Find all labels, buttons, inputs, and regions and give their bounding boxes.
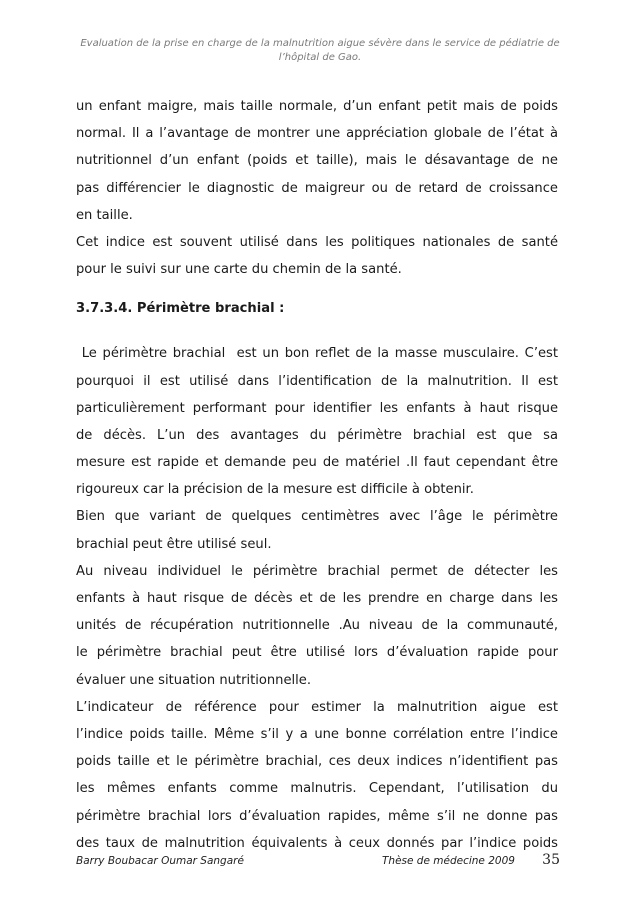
text-line: évaluer une situation nutritionnelle. <box>76 672 312 688</box>
paragraph <box>76 340 558 503</box>
paragraph <box>76 558 558 694</box>
header-line: Evaluation de la prise en charge de la malnutrition aigue sévère dans le service de pédiatrie de <box>80 38 560 49</box>
text-line: des taux de malnutrition équivalents à ceux donnés par l’indice poids <box>76 835 558 851</box>
body-text <box>76 93 558 857</box>
text-line: L’indicateur de référence pour estimer la malnutrition aigue est <box>76 699 558 715</box>
text-line: Bien que variant de quelques centimètres avec l’âge le périmètre <box>76 509 558 525</box>
paragraph <box>76 694 558 857</box>
text-line: pour le suivi sur une carte du chemin de la santé. <box>76 262 402 278</box>
header-line: l’hôpital de Gao. <box>278 52 362 63</box>
text-line: l’indice poids taille. Même s’il y a une bonne corrélation entre l’indice <box>76 726 558 742</box>
text-line: unités de récupération nutritionnelle .Au niveau de la communauté, <box>76 618 558 634</box>
text-line: un enfant maigre, mais taille normale, d’un enfant petit mais de poids <box>76 99 558 114</box>
text-line: mesure est rapide et demande peu de matériel .Il faut cependant être <box>76 455 558 471</box>
text-line: pourquoi il est utilisé dans l’identification de la malnutrition. Il est <box>76 373 558 389</box>
text-line: de décès. L’un des avantages du périmètre brachial est que sa <box>76 427 558 443</box>
paragraph <box>76 93 558 229</box>
text-line: en taille. <box>76 207 133 223</box>
section-heading: 3.7.3.4. Périmètre brachial : <box>76 301 285 317</box>
text-line: enfants à haut risque de décès et de les prendre en charge dans les <box>76 591 558 606</box>
footer-thesis: Thèse de médecine 2009 <box>382 855 515 867</box>
text-line: les mêmes enfants comme malnutris. Cependant, l’utilisation du <box>76 781 558 797</box>
text-line: Le périmètre brachial est un bon reflet de la masse musculaire. C’est <box>76 346 558 362</box>
footer-author: Barry Boubacar Oumar Sangaré <box>76 855 244 867</box>
running-header <box>70 37 570 65</box>
text-line: rigoureux car la précision de la mesure est difficile à obtenir. <box>76 482 474 498</box>
text-line: périmètre brachial lors d’évaluation rapides, même s’il ne donne pas <box>76 808 558 824</box>
paragraph <box>76 503 558 557</box>
text-line: nutritionnel d’un enfant (poids et taille), mais le désavantage de ne <box>76 153 558 169</box>
text-line: pas différencier le diagnostic de maigreur ou de retard de croissance <box>76 180 558 196</box>
running-footer <box>76 852 560 872</box>
text-line: brachial peut être utilisé seul. <box>76 536 272 552</box>
text-line: normal. Il a l’avantage de montrer une appréciation globale de l’état à <box>76 126 558 142</box>
text-line: le périmètre brachial peut être utilisé lors d’évaluation rapide pour <box>76 645 558 661</box>
text-line: Au niveau individuel le périmètre brachial permet de détecter les <box>76 563 558 579</box>
page-number: 35 <box>542 852 560 868</box>
text-line: Cet indice est souvent utilisé dans les politiques nationales de santé <box>76 234 558 250</box>
paragraph <box>76 229 558 283</box>
text-line: particulièrement performant pour identifier les enfants à haut risque <box>76 400 558 416</box>
text-line: poids taille et le périmètre brachial, ces deux indices n’identifient pas <box>76 754 558 770</box>
